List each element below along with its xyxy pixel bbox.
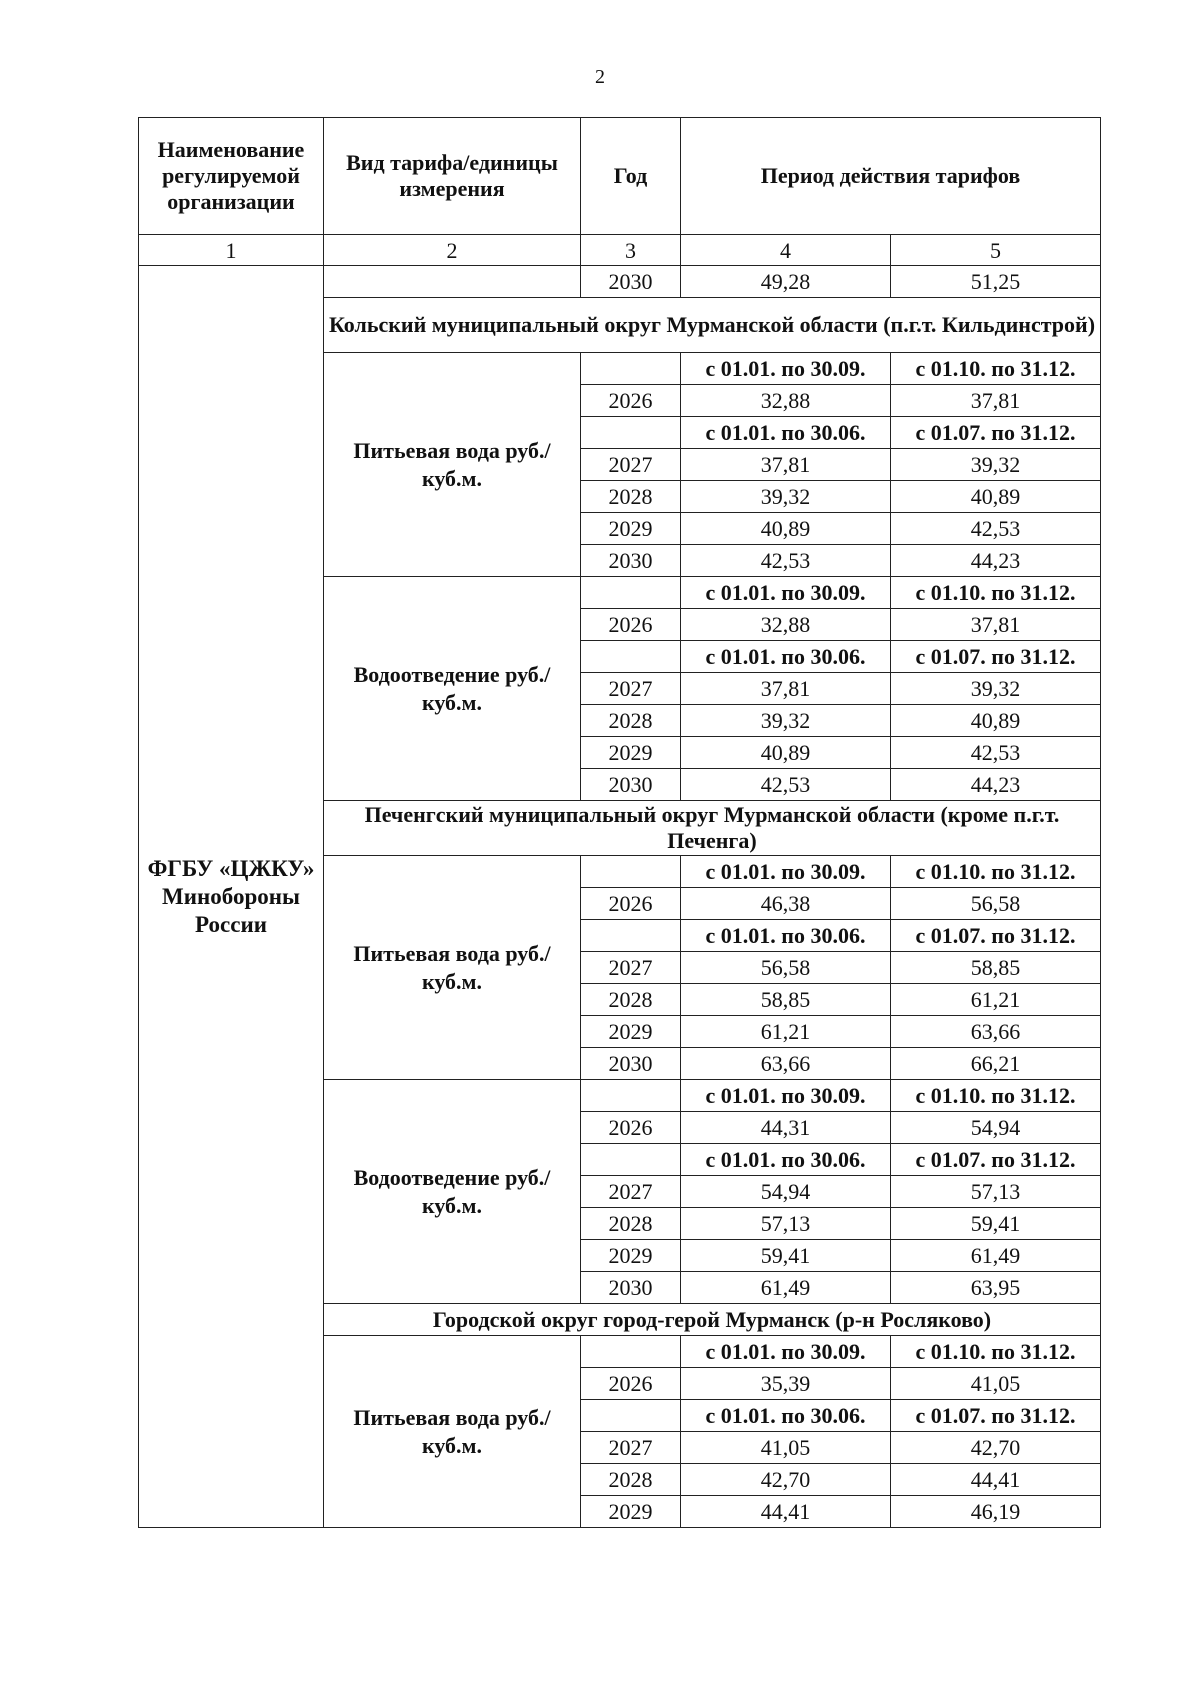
header-organization: Наименование регулируемой организации xyxy=(139,118,324,235)
period-label: с 01.01. по 30.06. xyxy=(681,1400,891,1432)
region-title: Кольский муниципальный округ Мурманской области (п.г.т. Кильдинстрой) xyxy=(324,298,1101,353)
year-cell: 2030 xyxy=(581,1048,681,1080)
tariff-value: 40,89 xyxy=(681,737,891,769)
year-cell: 2028 xyxy=(581,1464,681,1496)
year-cell: 2029 xyxy=(581,1016,681,1048)
column-number: 5 xyxy=(891,235,1101,266)
year-cell: 2029 xyxy=(581,737,681,769)
year-cell: 2027 xyxy=(581,673,681,705)
service-name: Водоотведение руб./куб.м. xyxy=(324,1080,581,1304)
tariff-value: 39,32 xyxy=(891,673,1101,705)
period-label: с 01.10. по 31.12. xyxy=(891,1336,1101,1368)
tariff-value: 44,41 xyxy=(891,1464,1101,1496)
tariff-value: 40,89 xyxy=(891,705,1101,737)
tariff-value: 37,81 xyxy=(681,673,891,705)
tariff-value: 42,70 xyxy=(891,1432,1101,1464)
year-cell: 2026 xyxy=(581,385,681,417)
tariff-value: 32,88 xyxy=(681,609,891,641)
year-cell: 2027 xyxy=(581,1432,681,1464)
period-label: с 01.07. по 31.12. xyxy=(891,920,1101,952)
tariff-value: 61,21 xyxy=(891,984,1101,1016)
year-cell: 2030 xyxy=(581,545,681,577)
tariff-value: 58,85 xyxy=(681,984,891,1016)
tariff-value: 58,85 xyxy=(891,952,1101,984)
tariff-value: 40,89 xyxy=(681,513,891,545)
year-cell: 2030 xyxy=(581,769,681,801)
period-label: с 01.01. по 30.06. xyxy=(681,1144,891,1176)
period-label: с 01.10. по 31.12. xyxy=(891,1080,1101,1112)
year-cell xyxy=(581,577,681,609)
tariff-value: 51,25 xyxy=(891,266,1101,298)
tariff-value: 32,88 xyxy=(681,385,891,417)
tariff-value: 63,95 xyxy=(891,1272,1101,1304)
tariff-value: 42,53 xyxy=(891,737,1101,769)
year-cell: 2028 xyxy=(581,984,681,1016)
year-cell xyxy=(581,1400,681,1432)
service-name: Водоотведение руб./куб.м. xyxy=(324,577,581,801)
service-name: Питьевая вода руб./куб.м. xyxy=(324,353,581,577)
period-label: с 01.01. по 30.09. xyxy=(681,1080,891,1112)
year-cell xyxy=(581,920,681,952)
tariff-value: 41,05 xyxy=(891,1368,1101,1400)
year-cell: 2030 xyxy=(581,1272,681,1304)
tariff-value: 44,23 xyxy=(891,545,1101,577)
year-cell: 2027 xyxy=(581,449,681,481)
tariff-value: 44,41 xyxy=(681,1496,891,1528)
tariff-table xyxy=(138,117,1101,1528)
column-number: 3 xyxy=(581,235,681,266)
period-label: с 01.01. по 30.06. xyxy=(681,641,891,673)
tariff-value: 61,21 xyxy=(681,1016,891,1048)
tariff-table-body xyxy=(139,118,1101,1528)
tariff-value: 56,58 xyxy=(891,888,1101,920)
tariff-value: 54,94 xyxy=(681,1176,891,1208)
year-cell: 2028 xyxy=(581,1208,681,1240)
tariff-value: 61,49 xyxy=(891,1240,1101,1272)
tariff-value: 39,32 xyxy=(891,449,1101,481)
tariff-value: 54,94 xyxy=(891,1112,1101,1144)
tariff-value: 37,81 xyxy=(891,609,1101,641)
column-number: 4 xyxy=(681,235,891,266)
header-period: Период действия тарифов xyxy=(681,118,1101,235)
year-cell: 2026 xyxy=(581,1112,681,1144)
tariff-type-cell xyxy=(324,266,581,298)
period-label: с 01.01. по 30.09. xyxy=(681,856,891,888)
period-label: с 01.07. по 31.12. xyxy=(891,1400,1101,1432)
year-cell: 2027 xyxy=(581,952,681,984)
year-cell xyxy=(581,353,681,385)
period-label: с 01.01. по 30.06. xyxy=(681,417,891,449)
tariff-value: 39,32 xyxy=(681,705,891,737)
tariff-value: 56,58 xyxy=(681,952,891,984)
period-label: с 01.10. по 31.12. xyxy=(891,856,1101,888)
period-label: с 01.07. по 31.12. xyxy=(891,641,1101,673)
year-cell: 2029 xyxy=(581,513,681,545)
column-number-row xyxy=(139,235,1101,266)
tariff-value: 42,70 xyxy=(681,1464,891,1496)
year-cell: 2028 xyxy=(581,705,681,737)
period-label: с 01.10. по 31.12. xyxy=(891,353,1101,385)
tariff-value: 59,41 xyxy=(891,1208,1101,1240)
year-cell: 2029 xyxy=(581,1240,681,1272)
tariff-value: 37,81 xyxy=(891,385,1101,417)
year-cell: 2026 xyxy=(581,1368,681,1400)
header-year: Год xyxy=(581,118,681,235)
year-cell xyxy=(581,417,681,449)
tariff-value: 57,13 xyxy=(891,1176,1101,1208)
tariff-value: 44,23 xyxy=(891,769,1101,801)
tariff-value: 37,81 xyxy=(681,449,891,481)
tariff-value: 41,05 xyxy=(681,1432,891,1464)
year-cell: 2028 xyxy=(581,481,681,513)
region-title: Городской округ город-герой Мурманск (р-н Росляково) xyxy=(324,1304,1101,1336)
tariff-value: 46,38 xyxy=(681,888,891,920)
period-label: с 01.01. по 30.06. xyxy=(681,920,891,952)
organization-name: ФГБУ «ЦЖКУ» Минобороны России xyxy=(139,266,324,1528)
year-cell xyxy=(581,1080,681,1112)
column-number: 1 xyxy=(139,235,324,266)
tariff-value: 44,31 xyxy=(681,1112,891,1144)
period-label: с 01.07. по 31.12. xyxy=(891,417,1101,449)
tariff-value: 66,21 xyxy=(891,1048,1101,1080)
page-number: 2 xyxy=(595,66,605,88)
year-cell: 2030 xyxy=(581,266,681,298)
tariff-value: 46,19 xyxy=(891,1496,1101,1528)
tariff-value: 63,66 xyxy=(891,1016,1101,1048)
year-cell xyxy=(581,1144,681,1176)
service-name: Питьевая вода руб./куб.м. xyxy=(324,1336,581,1528)
tariff-value: 35,39 xyxy=(681,1368,891,1400)
year-cell xyxy=(581,1336,681,1368)
service-name: Питьевая вода руб./куб.м. xyxy=(324,856,581,1080)
tariff-value: 61,49 xyxy=(681,1272,891,1304)
tariff-value: 40,89 xyxy=(891,481,1101,513)
region-title: Печенгский муниципальный округ Мурманской области (кроме п.г.т. Печенга) xyxy=(324,801,1101,856)
year-cell: 2027 xyxy=(581,1176,681,1208)
tariff-value: 49,28 xyxy=(681,266,891,298)
tariff-value: 42,53 xyxy=(891,513,1101,545)
tariff-value: 42,53 xyxy=(681,545,891,577)
year-cell: 2026 xyxy=(581,888,681,920)
period-label: с 01.07. по 31.12. xyxy=(891,1144,1101,1176)
tariff-value: 39,32 xyxy=(681,481,891,513)
year-cell xyxy=(581,641,681,673)
header-tariff-type: Вид тарифа/единицы измерения xyxy=(324,118,581,235)
period-label: с 01.01. по 30.09. xyxy=(681,577,891,609)
tariff-value: 42,53 xyxy=(681,769,891,801)
year-cell: 2029 xyxy=(581,1496,681,1528)
year-cell xyxy=(581,856,681,888)
period-label: с 01.01. по 30.09. xyxy=(681,353,891,385)
year-cell: 2026 xyxy=(581,609,681,641)
period-label: с 01.01. по 30.09. xyxy=(681,1336,891,1368)
carryover-row xyxy=(139,266,1101,298)
tariff-value: 57,13 xyxy=(681,1208,891,1240)
header-row xyxy=(139,118,1101,235)
period-label: с 01.10. по 31.12. xyxy=(891,577,1101,609)
tariff-value: 63,66 xyxy=(681,1048,891,1080)
tariff-value: 59,41 xyxy=(681,1240,891,1272)
column-number: 2 xyxy=(324,235,581,266)
